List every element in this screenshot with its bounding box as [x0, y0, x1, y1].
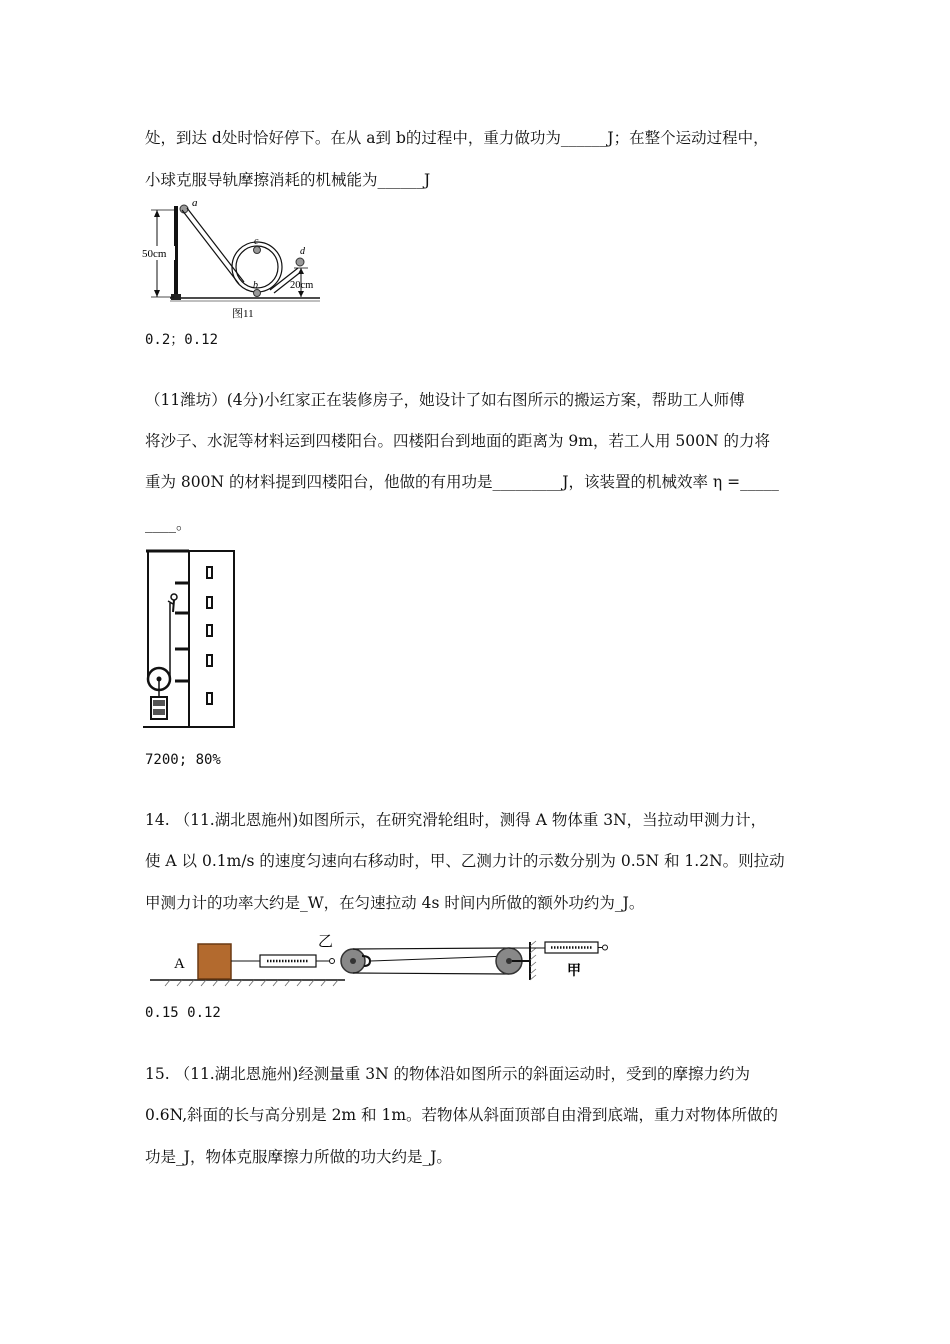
answer-text: 7200; 80% — [145, 752, 221, 768]
figure-caption: 图11 — [232, 308, 254, 320]
question-text-line: 甲测力计的功率大约是_W，在匀速拉动 4s 时间内所做的额外功约为_J。 — [145, 894, 645, 912]
question-text-line: （11潍坊）(4分)小红家正在装修房子，她设计了如右图所示的搬运方案，帮助工人师傅 — [145, 391, 745, 409]
question-text-line: 0.6N,斜面的长与高分别是 2m 和 1m。若物体从斜面顶部自由滑到底端，重力对物体所做的 — [145, 1106, 779, 1124]
question-text-line: 将沙子、水泥等材料运到四楼阳台。四楼阳台到地面的距离为 9m，若工人用 500N 的力将 — [145, 432, 770, 450]
question-text-line: 小球克服导轨摩擦消耗的机械能为______J — [145, 171, 431, 189]
label-yi: 乙 — [318, 934, 334, 950]
height-label-20cm: 20cm — [290, 280, 314, 291]
label-A: A — [174, 956, 185, 972]
label-c: c — [254, 236, 259, 247]
question-text-line: ____。 — [145, 515, 192, 533]
pulley-system-figure — [150, 928, 620, 988]
question-text-line: 15. （11.湖北恩施州)经测量重 3N 的物体沿如图所示的斜面运动时，受到的摩擦力约为 — [145, 1065, 751, 1083]
label-jia: 甲 — [567, 964, 581, 979]
question-text-line: 使 A 以 0.1m/s 的速度匀速向右移动时，甲、乙测力计的示数分别为 0.5N 和 1.2N。则拉动 — [145, 852, 785, 870]
answer-text: 0.2；0.12 — [145, 332, 219, 348]
height-label-50cm: 50cm — [142, 248, 167, 260]
label-d: d — [300, 246, 305, 257]
building-pulley-figure — [143, 548, 238, 733]
question-text-line: 功是_J，物体克服摩擦力所做的功大约是_J。 — [145, 1148, 452, 1166]
loop-track-figure — [140, 198, 340, 326]
label-b: b — [253, 280, 258, 291]
question-text-line: 14. （11.湖北恩施州)如图所示，在研究滑轮组时，测得 A 物体重 3N，当拉动甲测力计， — [145, 811, 767, 829]
question-text-line: 重为 800N 的材料提到四楼阳台，他做的有用功是_________J，该装置的机械效率 η =_____ — [145, 473, 779, 491]
label-a: a — [192, 198, 198, 209]
answer-text: 0.15 0.12 — [145, 1005, 221, 1021]
question-text-line: 处，到达 d处时恰好停下。在从 a到 b的过程中，重力做功为______J；在整个运动过程中， — [145, 129, 769, 147]
